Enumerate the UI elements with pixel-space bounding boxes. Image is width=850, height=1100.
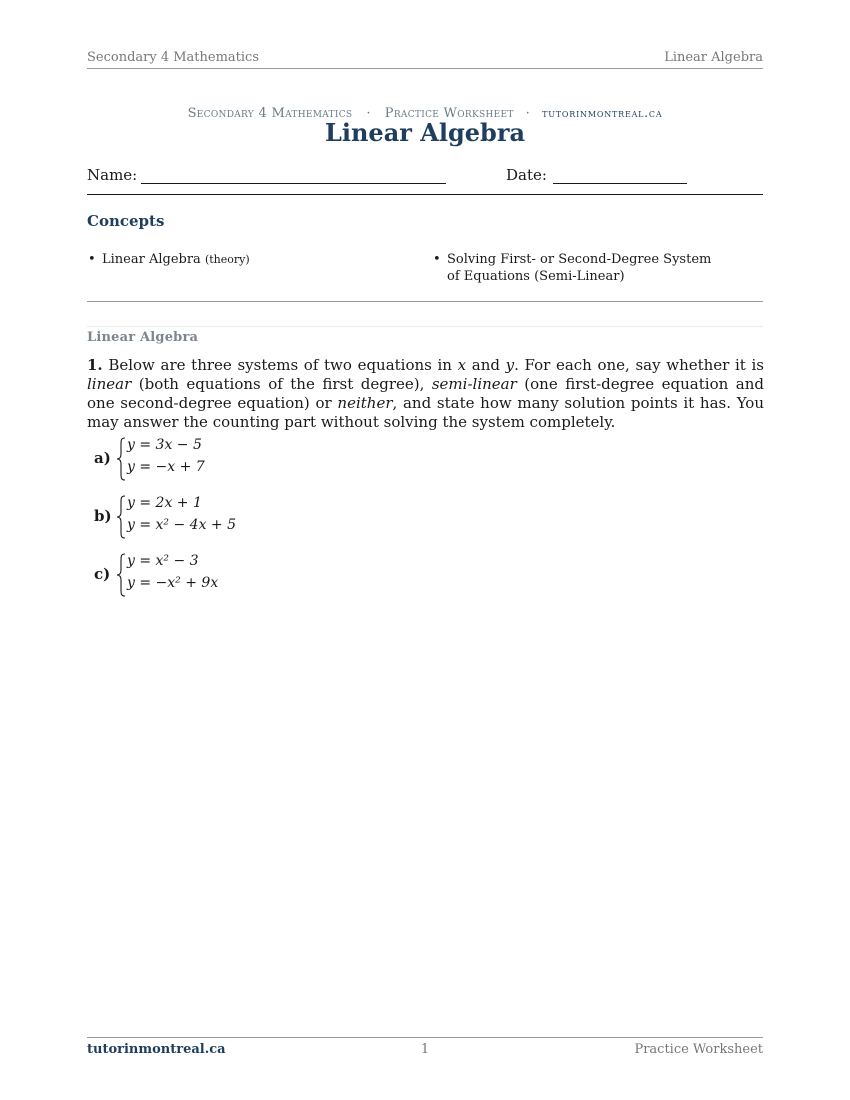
question-fragment: , and state how many solution points it has. You may answer the counting part without solving the system completely. bbox=[87, 394, 764, 431]
question-text bbox=[87, 356, 764, 432]
banner-site: tutorinmontreal.ca bbox=[542, 106, 663, 120]
equation-2 bbox=[127, 459, 205, 475]
equation-1 bbox=[127, 437, 202, 453]
running-header bbox=[87, 50, 763, 69]
banner-kind: Practice Worksheet bbox=[384, 106, 514, 121]
running-header-course: Secondary 4 Mathematics bbox=[87, 50, 260, 65]
question-fragment: (both equations of the first degree), bbox=[138, 375, 425, 393]
date-label: Date: bbox=[506, 166, 547, 184]
banner-separator: · bbox=[525, 106, 531, 121]
part-label: c) bbox=[94, 565, 111, 583]
banner-course: Secondary 4 Mathematics bbox=[187, 106, 353, 121]
page-number: 1 bbox=[420, 1042, 430, 1057]
running-header-topic: Linear Algebra bbox=[664, 50, 763, 65]
concept-item bbox=[433, 251, 722, 285]
brace-icon bbox=[116, 495, 126, 539]
term-semi-linear: semi-linear bbox=[431, 375, 517, 393]
concepts-heading: Concepts bbox=[87, 212, 165, 230]
concept-note: (theory) bbox=[204, 253, 250, 266]
equation-text: y = 3x − 5 bbox=[127, 437, 202, 453]
equation-2 bbox=[127, 575, 218, 591]
footer-kind: Practice Worksheet bbox=[634, 1042, 763, 1057]
date-field bbox=[506, 166, 687, 184]
name-field bbox=[87, 166, 446, 184]
page-title: Linear Algebra bbox=[324, 118, 526, 147]
equation-1 bbox=[127, 553, 199, 569]
equation-text: y = −x + 7 bbox=[127, 459, 205, 475]
question-number: 1. bbox=[87, 356, 103, 374]
concept-label: Solving First- or Second-Degree System of Equations (Semi-Linear) bbox=[447, 252, 712, 284]
date-blank-line bbox=[553, 168, 687, 184]
question-fragment: and bbox=[471, 356, 500, 374]
equation-2 bbox=[127, 517, 236, 533]
footer-divider bbox=[87, 1037, 763, 1038]
equation-1 bbox=[127, 495, 202, 511]
question-fragment: (one first-degree equation and one second-degree equation) or bbox=[87, 375, 764, 412]
section-divider bbox=[87, 326, 763, 327]
variable-y: y bbox=[505, 356, 515, 374]
concepts-divider bbox=[87, 301, 763, 302]
equation-text: y = x² − 4x + 5 bbox=[127, 517, 237, 533]
part-label: b) bbox=[94, 507, 112, 525]
term-neither: neither bbox=[337, 394, 393, 412]
section-label: Linear Algebra bbox=[87, 330, 199, 345]
name-label: Name: bbox=[87, 166, 138, 184]
brace-icon bbox=[116, 553, 126, 597]
equation-text: y = 2x + 1 bbox=[127, 495, 202, 511]
question-fragment: . For each one, say whether it is bbox=[514, 356, 764, 374]
concept-label: Linear Algebra bbox=[102, 252, 201, 267]
variable-x: x bbox=[457, 356, 467, 374]
banner-separator: · bbox=[366, 106, 371, 121]
equation-text: y = −x² + 9x bbox=[127, 575, 219, 591]
brace-icon bbox=[116, 437, 126, 481]
footer-site: tutorinmontreal.ca bbox=[87, 1042, 226, 1057]
concept-item bbox=[88, 251, 250, 268]
bullet-icon: • bbox=[433, 252, 441, 267]
name-blank-line bbox=[141, 168, 446, 184]
part-label: a) bbox=[94, 449, 111, 467]
bullet-icon: • bbox=[88, 252, 96, 267]
term-linear: linear bbox=[87, 375, 132, 393]
header-divider bbox=[87, 194, 763, 195]
equation-text: y = x² − 3 bbox=[127, 553, 199, 569]
question-fragment: Below are three systems of two equations in bbox=[108, 356, 452, 374]
